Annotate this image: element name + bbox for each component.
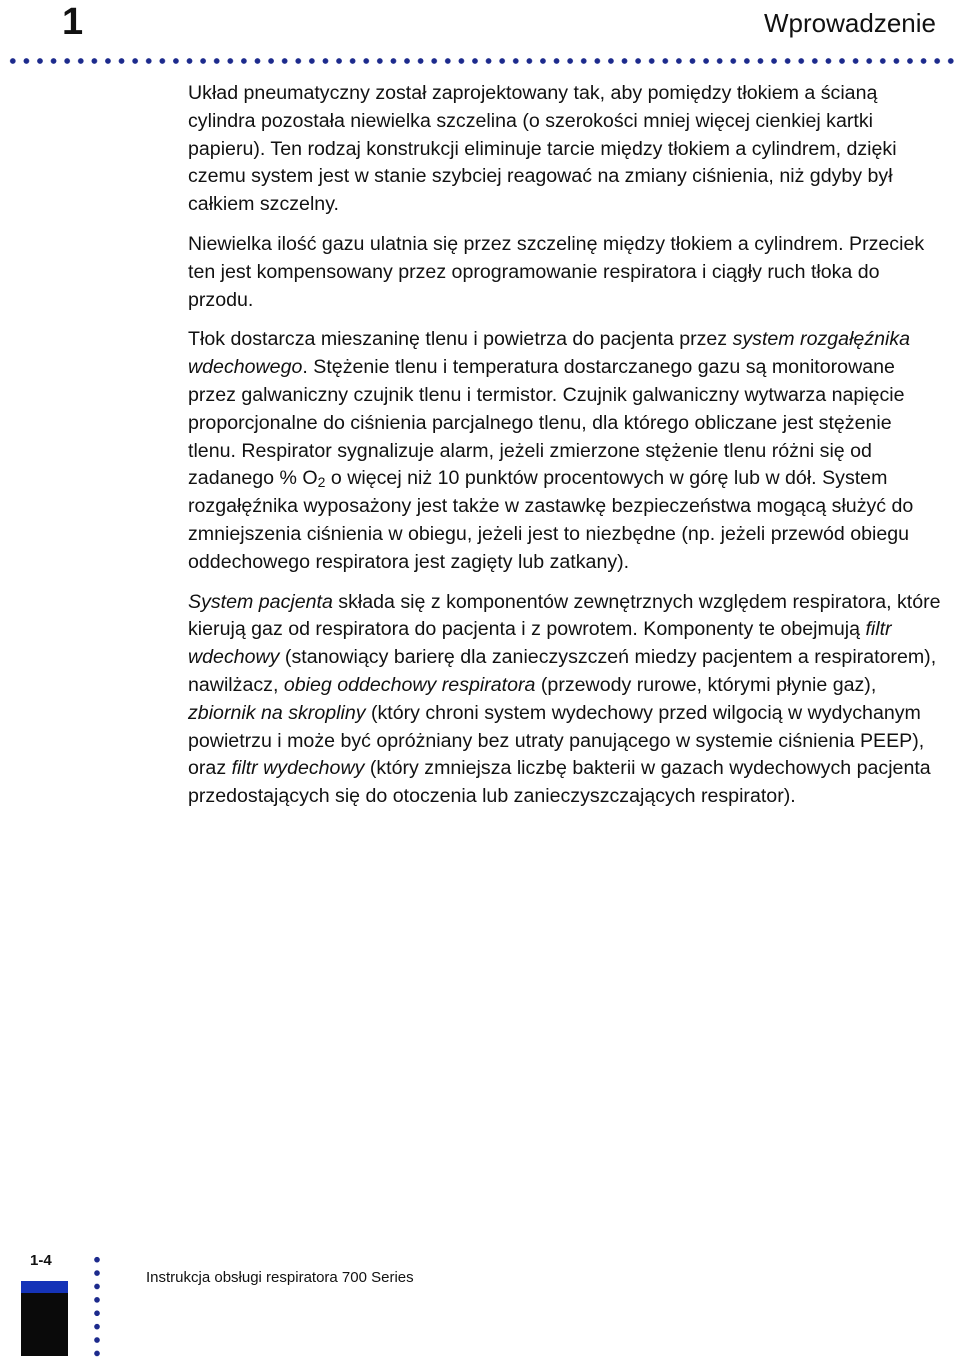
header-dotted-rule bbox=[6, 57, 956, 65]
paragraph-1: Układ pneumatyczny został zaprojektowany tak, aby pomiędzy tłokiem a ścianą cylindra pozostała niewielka szczelina (o szerokości mniej więcej cienkiej kartki papieru). Ten rodzaj konstrukcji eliminuje tarcie między tłokiem a cylindrem, dzięki czemu system jest w stanie szybciej reagować na zmiany ciśnienia, niż gdyby był całkiem szczelny. bbox=[188, 82, 897, 216]
p4-text-3: (przewody rurowe, którymi płynie gaz), bbox=[535, 673, 877, 696]
p3-text-2: . Stężenie tlenu i temperatura dostarczanego gazu są monitorowane przez galwaniczny czujnik tlenu i termistor. Czujnik galwaniczny wytwarza napięcie proporcjonalne do ciśnienia parcjalnego tlenu, dla którego obliczane jest stężenie tlenu. Respirator sygnalizuje alarm, jeżeli zmierzone stężenie tlenu różni się od zadanego % O bbox=[188, 356, 905, 490]
p3-text-3: o więcej niż 10 punktów procentowych w górę lub w dół. System rozgałęźnika wyposażony jest także w zastawkę bezpieczeństwa mogącą służyć do zmniejszenia ciśnienia w obiegu, jeżeli jest to niezbędne (np. jeżeli przewód obiegu oddechowego respiratora jest zagięty lub zatkany). bbox=[188, 467, 914, 573]
p3-subscript: 2 bbox=[317, 474, 326, 491]
paragraph-2: Niewielka ilość gazu ulatnia się przez szczelinę między tłokiem a cylindrem. Przeciek ten jest kompensowany przez oprogramowanie respiratora i ciągły ruch tłoka do przodu. bbox=[188, 232, 925, 311]
p4-italic-5: filtr wydechowy bbox=[231, 757, 365, 780]
p4-italic-1: System pacjenta bbox=[188, 590, 333, 613]
p4-italic-3: obieg oddechowy respiratora bbox=[283, 673, 536, 696]
page-number: 1-4 bbox=[30, 1252, 52, 1269]
p4-italic-2: filtr wdechowy bbox=[188, 618, 892, 669]
footer-tab-blue bbox=[21, 1281, 68, 1293]
chapter-title: Wprowadzenie bbox=[764, 8, 936, 38]
footer-dotted-column bbox=[93, 1253, 101, 1357]
paragraph-3 bbox=[188, 326, 943, 576]
body-text bbox=[188, 80, 943, 823]
footer-tab-black bbox=[21, 1293, 68, 1356]
p3-italic-1: system rozgałęźnika wdechowego bbox=[188, 328, 911, 379]
footer-document-title: Instrukcja obsługi respiratora 700 Series bbox=[146, 1269, 414, 1286]
chapter-number: 1 bbox=[62, 1, 84, 43]
p4-text-5: (który zmniejsza liczbę bakterii w gazach wydechowych pacjenta przedostających się do otoczenia lub zanieczyszczających respirator). bbox=[188, 757, 931, 808]
p4-text-2: (stanowiący barierę dla zanieczyszczeń miedzy pacjentem a respiratorem), nawilżacz, bbox=[188, 646, 937, 696]
p3-text-1: Tłok dostarcza mieszaninę tlenu i powietrza do pacjenta przez bbox=[188, 328, 733, 351]
p4-text-4: (który chroni system wydechowy przed wilgocią w wydychanym powietrzu i może być opróżniany bez utraty panującego w systemie ciśnienia PEEP), oraz bbox=[188, 701, 925, 780]
paragraph-4 bbox=[188, 589, 943, 811]
p4-italic-4: zbiornik na skropliny bbox=[188, 701, 366, 724]
p4-text-1: składa się z komponentów zewnętrznych względem respiratora, które kierują gaz od respiratora do pacjenta i z powrotem. Komponenty te obejmują bbox=[188, 590, 941, 641]
